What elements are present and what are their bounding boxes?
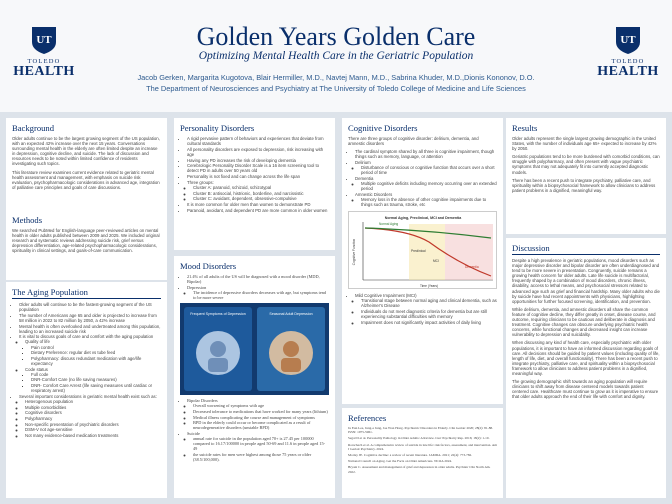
list-item: ◦ Memory loss in the absence of other cognitive impairments due to things such as trauma, stroke, etc: [361, 197, 497, 207]
list-item: • A rigid pervasive pattern of behaviors and experiences that deviate from cultural standards: [187, 136, 329, 146]
personality-list: [180, 136, 329, 213]
list-item: • Depression ◦ The incidence of depressive disorders decreases with age, but symptoms tend to be more severe: [187, 285, 329, 300]
list-item: • It is vital to discuss goals of care and comfort with the aging population ◦ Quality of life ▪ Pain control ▪ Dietary Preference: regular diet vs tube feed ▪ Polypharmacy: discuss redundant medication with age/life expectancy ◦ Code status ▪ Full code ▪ DNR-Comfort Care (no life saving measures) ▪ DNR- Comfort Care Arrest (life saving measures until cardiac or respiratory arrest): [19, 334, 161, 393]
cognitive-panel: [342, 118, 503, 404]
list-item: ▪ Polypharmacy: discuss redundant medication with age/life expectancy: [31, 356, 161, 366]
list-item: ◦ Overall worsening of symptoms with age: [193, 403, 329, 408]
cognitive-list: [348, 149, 497, 207]
aging-heading: The Aging Population: [12, 287, 161, 299]
list-item: • The number of Americans age 65 and older is projected to increase from 58 million in 2022 to 82 million by 2050, a 42% increase: [19, 313, 161, 323]
methods-paragraph: We searched PubMed for English-language peer-reviewed articles on mental health in older adults published between 2009 and 2025. We included original research and systematic reviews addressing suicide risk, grief versus depression differentiation, age-related psychopharmacologic considerations, spirituality in clinical settings, and goals-of-care communication.: [12, 228, 160, 254]
list-item: ◦ Heterogenous population: [25, 399, 161, 404]
list-item: ◦ Impairment does not significantly impact activities of daily living: [361, 320, 497, 325]
mood-heading: Mood Disorders: [180, 261, 237, 271]
cognitive-decline-diagram: [348, 211, 497, 289]
poster-title: Golden Years Golden Care: [196, 22, 476, 51]
list-item: • All personality disorders are exposed to depression, risk increasing with age: [187, 147, 329, 157]
list-item: ◦ the suicide rates for men were highest among those 75 years or older (38.5/100,000).: [193, 452, 329, 462]
background-panel: [6, 118, 167, 210]
logo-brand: TOLEDO: [27, 58, 61, 65]
stage-label: Normal Aging: [379, 222, 399, 226]
results-paragraph: There has been a recent push to integrate psychiatry, palliative care, and spirituality within a biopsychosocial framework to allow clinicians to address patient problems in a dignified, meaningful way.: [512, 177, 656, 193]
list-item: • Suicide ◦ annual rate for suicide in the population aged 70+ is 27.45 per 100000 compared to 16.17/100000 in people aged 50-69 and 11.6 in people aged 15-49 ◦ the suicide rates for men were highest among those 75 years or older (38.5/100,000).: [187, 431, 329, 462]
discussion-panel: [506, 238, 666, 498]
results-heading: Results: [512, 123, 538, 133]
results-panel: [506, 118, 666, 234]
methods-heading: Methods: [12, 215, 43, 225]
list-item: • Personality is not fixed and can change across the life span: [187, 174, 329, 179]
list-item: • Dementia ◦ Multiple cognitive deficits including memory occurring over an extended period: [355, 176, 497, 191]
discussion-paragraph: When discussing any kind of health care, especially psychiatric with older populations, it is important to have an informed discussion regarding goals of care. All decisions should be guided by patient values (including quality of life, length of life, diet, and overall functionality). There has been a recent push to integrate psychiatry, palliative care, and spirituality within a biopsychosocial framework to allow clinicians to address patient problems in a dignified, meaningful way.: [512, 340, 660, 376]
department-line: The Department of Neurosciences and Psychiatry at The University of Toledo College of Medicine and Life Sciences: [146, 84, 526, 93]
mood-list-bipolar: [180, 398, 329, 462]
list-item: • Paranoid, avoidant, and dependent PD are more common in older women: [187, 208, 329, 213]
cognitive-heading: Cognitive Disorders: [348, 123, 418, 133]
personality-panel: [174, 118, 335, 250]
list-item: ▪ DNR- Comfort Care Arrest (life saving measures until cardiac or respiratory arrest): [31, 383, 161, 393]
mood-panel: [174, 256, 335, 498]
list-item: ◦ BPD in the elderly could occur or become complicated as a result of neurodegenerative disorders (unstable BPD): [193, 420, 329, 430]
mood-list: [180, 274, 329, 300]
list-item: ◦ Cluster B: antisocial, histrionic, borderline, and narcissistic: [193, 191, 329, 196]
logo-health: HEALTH: [13, 64, 75, 79]
discussion-paragraph: While delirium, dementia, and amnestic disorders all share the common feature of cognitive decline, they differ greatly in onset, disease course, and outcome, requiring clinicians to be cautious and deliberate in diagnosis and treatment. Cognitive changes can obscure underlying psychiatric health concerns, while functional changes and decreased insight can increase vulnerability to depression and suicidality.: [512, 306, 656, 338]
list-item: ◦ Individuals do not meet diagnostic criteria for dementia but are still experiencing substantial difficulties with memory: [361, 309, 497, 319]
stage-label: Dementia: [465, 265, 479, 269]
results-paragraph: Geriatric populations tend to be more burdened with comorbid conditions, can struggle with polypharmacy, and often present with vague psychiatric symptoms that may not adequately fit into currently accepted diagnostic models.: [512, 154, 660, 175]
list-item: ◦ Quality of life ▪ Pain control ▪ Dietary Preference: regular diet vs tube feed ▪ Polypharmacy: discuss redundant medication with age/life expectancy: [25, 339, 161, 366]
reference-item: Rorschach et al. A comprehensive review of suicide in late life: risk factors, assessment, and intervention. Am J Geriatr Psychiatry. 2024.: [348, 442, 497, 451]
stage-label: Preclinical: [411, 249, 426, 253]
list-item: ▪ Dietary Preference: regular diet vs tube feed: [31, 350, 161, 355]
list-item: • 21.4% of all adults of the US will be diagnosed with a mood disorder (MDD, Bipolar): [187, 274, 329, 284]
list-item: ▪ DNR-Comfort Care (no life saving measures): [31, 377, 161, 382]
diagram-y-label: Cognitive Function: [352, 238, 356, 266]
list-item: ◦ Cluster A: paranoid, schizoid, schizotypal: [193, 185, 329, 190]
logo-mark-text: UT: [36, 34, 52, 46]
logo-brand: TOLEDO: [611, 58, 645, 65]
list-item: ◦ Cognitive disorders: [25, 410, 161, 415]
author-list: Jacob Gerken, Margarita Kugotova, Blair Hermiller, M.D., Navtej Mann, M.D., Sabrina Khuder, M.D.,Dionis Kononov, D.O.: [137, 73, 535, 82]
list-item: • Amnestic Disorders ◦ Memory loss in the absence of other cognitive impairments due to things such as trauma, stroke, etc: [355, 192, 497, 207]
discussion-paragraph: The growing demographic shift towards an aging population will require clinicians to shift away from disease centered models towards patient centered care. Healthcare must continue to grow as it is imperative to ensure that older adults approach the end of their life with comfort and dignity.: [512, 379, 659, 400]
list-item: • Mild Cognitive Impairment (MCI) ◦ Transitional stage between normal aging and clinical dementia, such as Alzheimer's Disease ◦ Individuals do not meet diagnostic criteria for dementia but are still experiencing substantial difficulties with memory ◦ Impairment does not significantly impact activities of daily living: [355, 293, 497, 325]
figure-label: Seasonal Adult Depression: [269, 312, 313, 317]
list-item: ◦ Multiple cognitive deficits including memory occurring over an extended period: [361, 181, 497, 191]
aging-panel: [6, 282, 167, 498]
list-item: • Older adults will continue to be the fastest-growing segment of the US population: [19, 302, 161, 312]
background-heading: Background: [12, 123, 55, 133]
svg-text:UT: UT: [620, 34, 636, 46]
discussion-paragraph: Despite a high prevalence in geriatric populations, mood disorders such as major depressive disorder and bipolar disorder are often underdiagnosed and tend to be more severe in presentation. Congruently, suicide remains a growing health concern for older adults. Late life suicide is multifactorial, frequently shaped by a combination of mood disorders, chronic illness, disability, access to lethal means, and psychosocial stressors related to advanced age such as grief and financial hardship. Many older adults who die by suicide have had recent appointments with physicians, highlighting opportunities for further focused screening, identification, and prevention.: [512, 258, 660, 304]
list-item: ▪ Full code: [31, 372, 161, 377]
mci-list: [348, 293, 497, 325]
results-paragraph: Older adults represent the single largest growing demographic in the United States, with the number of individuals age 65+ expected to increase by 42% by 2050.: [512, 136, 657, 152]
figure-label: Frequent Symptoms of Depression: [190, 312, 246, 317]
aging-list: [12, 302, 161, 438]
reference-item: National Council on Aging. Get the Facts on Older Americans. NCOA 2024.: [348, 459, 452, 464]
list-item: • Several important considerations in geriatric mental health exist such as: ◦ Heterogenous population ◦ Multiple comorbidities ◦ Cognitive disorders ◦ Polypharmacy ◦ Non-specific presentation of psychiatric disorders ◦ DSM-V not age-sensitive ◦ Not many evidence-based medication treatments: [19, 394, 161, 438]
list-item: • It is more common for older men than women to demonstrate PD: [187, 202, 329, 207]
reference-item: Segal D et al. Personality Pathology in Older Adults: A Review. Curr Psychiatry Rep. 2016; 18(2): 1-10.: [348, 436, 490, 441]
references-heading: References: [348, 413, 387, 423]
diagram-x-label: Time (Years): [419, 284, 439, 288]
list-item: • Mental health is often overlooked and undertreated among this population, leading to an increased suicide risk: [19, 324, 161, 334]
discussion-heading: Discussion: [512, 243, 660, 255]
list-item: ◦ annual rate for suicide in the population aged 70+ is 27.45 per 100000 compared to 16.17/100000 in people aged 50-69 and 11.6 in people aged 15-49: [193, 436, 329, 451]
depression-figure: [180, 303, 329, 395]
list-item: • Bipolar Disorders ◦ Overall worsening of symptoms with age ◦ Decreased tolerance to medications that have worked for many years (lithium) ◦ Medical illness complicating the course and management of symptoms ◦ BPD in the elderly could occur or become complicated as a result of neurodegenerative disorders (unstable BPD): [187, 398, 329, 430]
reference-item: Bryant C. Assessment and management of grief and depression in older adults. Psychiatr Clin North Am. 2022.: [348, 465, 491, 474]
list-item: ◦ Not many evidence-based medication treatments: [25, 433, 161, 438]
references-panel: [342, 408, 503, 498]
list-item: ◦ Multiple comorbidities: [25, 405, 161, 410]
list-item: ◦ Polypharmacy: [25, 416, 161, 421]
list-item: ◦ Cluster C: avoidant, dependent, obsessive-compulsive: [193, 196, 329, 201]
list-item: ◦ DSM-V not age-sensitive: [25, 427, 161, 432]
background-paragraph: This literature review examines current evidence related to geriatric mental health assessment and management, with emphasis on suicide risk evaluation, psychopharmacologic considerations in advanced age, integration of palliative care principles and goals of care discussions.: [12, 169, 160, 190]
list-item: ◦ The incidence of depressive disorders decreases with age, but symptoms tend to be more severe: [193, 290, 329, 300]
list-item: ◦ Medical illness complicating the course and management of symptoms: [193, 415, 329, 420]
cognitive-intro: There are three groups of cognitive disorder: delirium, dementia, and amnestic disorders: [348, 136, 479, 147]
list-item: ▪ Pain control: [31, 345, 161, 350]
list-item: ◦ Non-specific presentation of psychiatric disorders: [25, 422, 161, 427]
poster-header: [0, 0, 672, 112]
poster-subtitle: Optimizing Mental Health Care in the Geriatric Population: [198, 50, 474, 62]
list-item: ◦ Transitional stage between normal aging and clinical dementia, such as Alzheimer's Disease: [361, 298, 497, 308]
list-item: ◦ Disturbance of conscious or cognitive function that occurs over a short period of time: [361, 165, 497, 175]
reference-item: Morley JE. Cognitive decline: a review of recent literature. JAMDA. 2021; 22(4): 773-782.: [348, 453, 473, 458]
diagram-title: Normal Aging, Preclinical, MCI and Dementia: [384, 216, 462, 220]
list-item: • The cardinal symptom shared by all three is cognitive impairment, though things such as memory, language, or attention: [355, 149, 497, 159]
list-item: • Cerebrologic Personality Disorder Scale is a 16 item screening tool to detect PD in adults over 50 years old: [187, 163, 329, 173]
methods-panel: [6, 210, 167, 280]
list-item: ◦ Code status ▪ Full code ▪ DNR-Comfort Care (no life saving measures) ▪ DNR- Comfort Care Arrest (life saving measures until cardiac or respiratory arrest): [25, 367, 161, 394]
background-paragraph: Older adults continue to be the largest growing segment of the US population, with an expected 42% increase over the next 15 years. Conversations surrounding mental health in the elderly are often limited despite an increase in depression, cognitive decline, and suicide. The lack of discussion and resources needs to be noted within limited confidence of residents investigating such topics.: [12, 136, 160, 167]
list-item: • Three groups: ◦ Cluster A: paranoid, schizoid, schizotypal ◦ Cluster B: antisocial, histrionic, borderline, and narcissistic ◦ Cluster C: avoidant, dependent, obsessive-compulsive: [187, 180, 329, 202]
personality-heading: Personality Disorders: [180, 123, 255, 133]
reference-item: Ju Eun Lee, Jung-a Jung, Jae Won Hong. Psychiatric Disorders in Elderly. Clin Geriatr 2020; 28(2): 81-88. ISSN: 1975-5961.: [348, 426, 493, 435]
stage-label: MCI: [433, 259, 439, 263]
list-item: • Having any PD increases the risk of developing dementia: [187, 158, 329, 163]
list-item: ◦ Decreased tolerance to medications that have worked for many years (lithium): [193, 409, 329, 414]
list-item: • Delirium ◦ Disturbance of conscious or cognitive function that occurs over a short period of time: [355, 160, 497, 175]
logo-health: HEALTH: [597, 64, 659, 79]
